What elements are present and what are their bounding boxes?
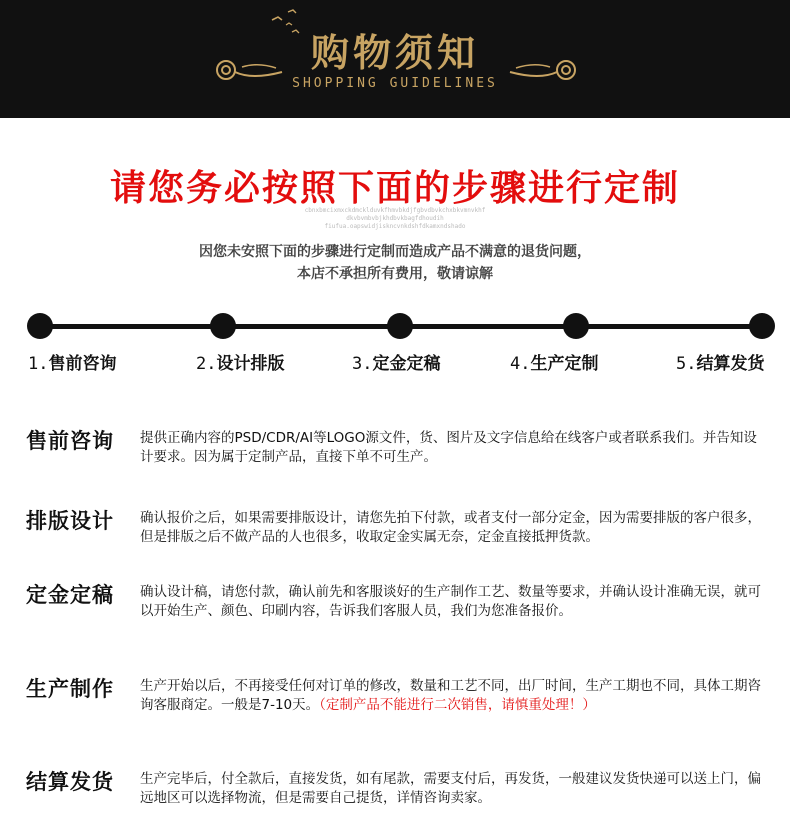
section-title: 结算发货 [26, 770, 114, 794]
step-label-1 [28, 349, 116, 374]
section-body: 生产完毕后，付全款后，直接发货，如有尾款，需要支付后，再发货，一般建议发货快递可以送上门，偏远地区可以选择物流，但是需要自己提货，详情咨询卖家。 [140, 771, 761, 806]
section-body-text: 生产开始以后，不再接受任何对订单的修改，数量和工艺不同，出厂时间，生产工期也不同，具体工期咨询客服商定。一般是7-10天。 [140, 678, 761, 713]
section-body: 确认报价之后，如果需要排版设计，请您先拍下付款，或者支付一部分定金，因为需要排版的客户很多，但是排版之后不做产品的人也很多，收取定金实属无奈，定金直接抵押货款。 [140, 510, 761, 545]
notice-line-2: 本店不承担所有费用，敬请谅解 [297, 266, 493, 282]
step-dot [387, 313, 413, 339]
step-dot [210, 313, 236, 339]
main-title: 请您务必按照下面的步骤进行定制 [109, 168, 680, 209]
step-text: 结算发货 [696, 354, 765, 374]
step-number: 5. [676, 354, 697, 374]
section-body [140, 677, 762, 715]
step-label-5 [676, 349, 764, 374]
step-text: 生产定制 [530, 354, 599, 374]
step-label-3 [352, 349, 440, 374]
step-label-2 [196, 349, 284, 374]
step-dot [563, 313, 589, 339]
step-text: 售前咨询 [48, 354, 117, 374]
step-dot [749, 313, 775, 339]
step-text: 定金定稿 [372, 354, 441, 374]
section-title: 定金定稿 [26, 583, 114, 607]
header-banner [0, 0, 790, 118]
tiny-text-line: cbnxbmcixmxckdmcklduvkfhmvbkdjfgbvdbvkchxbkvmnvkhf [304, 207, 486, 214]
step-number: 1. [28, 354, 49, 374]
header-subtitle: SHOPPING GUIDELINES [292, 76, 498, 91]
step-number: 4. [510, 354, 531, 374]
step-number: 2. [196, 354, 217, 374]
step-text: 设计排版 [216, 354, 285, 374]
step-dot [27, 313, 53, 339]
section-title: 售前咨询 [26, 429, 114, 453]
tiny-text-line: fiufua.oapswidjiskncvnkdshfdkamxndshado [324, 223, 466, 230]
notice-text [0, 241, 790, 285]
header-title: 购物须知 [310, 30, 479, 75]
notice-line-1: 因您未安照下面的步骤进行定制而造成产品不满意的退货问题， [199, 244, 591, 260]
section-body: 确认设计稿，请您付款，确认前先和客服谈好的生产制作工艺、数量等要求，并确认设计准确无误，就可以开始生产、颜色、印刷内容，告诉我们客服人员，我们为您准备报价。 [140, 584, 761, 619]
tiny-text-line: dkvbvmbvbjkhdbvkbagfdhoudih [346, 215, 444, 222]
step-number: 3. [352, 354, 373, 374]
warning-text: （定制产品不能进行二次销售，请慎重处理！） [319, 697, 596, 713]
section-title: 排版设计 [26, 509, 114, 533]
section-body: 提供正确内容的PSD/CDR/AI等LOGO源文件，货、图片及文字信息给在线客户或者联系我们。并告知设计要求。因为属于定制产品，直接下单不可生产。 [140, 430, 757, 465]
section-title: 生产制作 [26, 677, 114, 701]
step-label-4 [510, 349, 598, 374]
